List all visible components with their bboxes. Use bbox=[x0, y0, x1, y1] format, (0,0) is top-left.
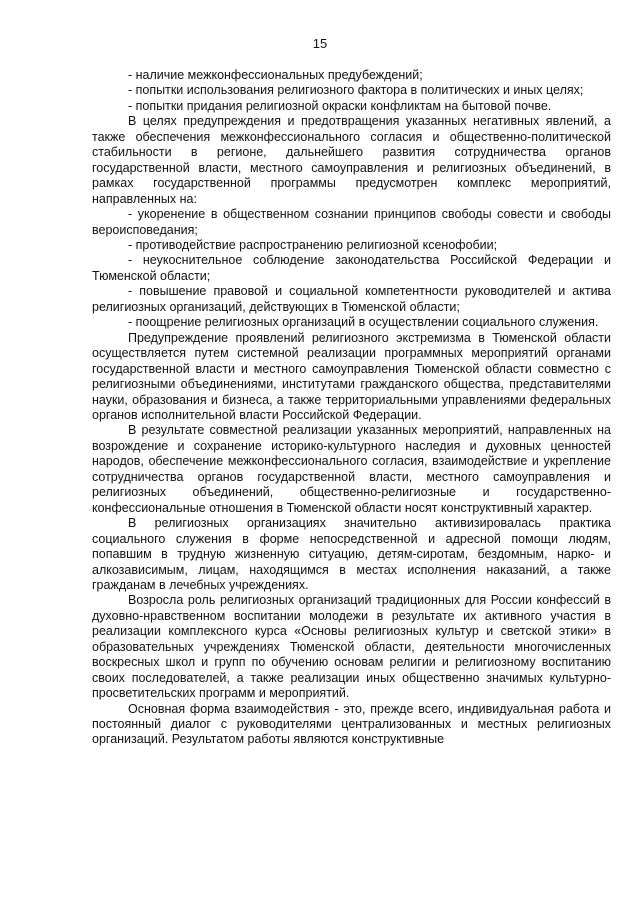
paragraph: В результате совместной реализации указанных мероприятий, направленных на возрождение и сохранение историко-культурного наследия и духовных ценностей народов, обеспечение межконфессионального согласия, взаимодействие и укрепление сотрудничества органов государственной власти, местного самоуправления и религиозных объединений, общественно-религиозные и государственно-конфессиональные отношения в Тюменской области носят конструктивный характер. bbox=[92, 423, 611, 515]
paragraph: - наличие межконфессиональных предубеждений; bbox=[128, 68, 423, 82]
paragraph: Предупреждение проявлений религиозного экстремизма в Тюменской области осуществляется путем системной реализации программных мероприятий органами государственной власти и местного самоуправления Тюменской области совместно с религиозными объединениями, институтами гражданского общества, представителями науки, образования и бизнеса, а также территориальными управлениями федеральных органов исполнительной власти Российской Федерации. bbox=[92, 330, 611, 422]
paragraph: - попытки придания религиозной окраски конфликтам на бытовой почве. bbox=[128, 98, 552, 113]
paragraph: В религиозных организациях значительно активизировалась практика социального служения в форме непосредственной и адресной помощи людям, попавшим в трудную жизненную ситуацию, детям-сиротам, бездомным, нарко- и алкозависимым, лицам, находящимся в местах исполнения наказаний, а также гражданам в лечебных учреждениях. bbox=[92, 516, 611, 592]
paragraph: - поощрение религиозных организаций в осуществлении социального служения. bbox=[128, 315, 599, 330]
paragraph: - попытки использования религиозного фактора в политических и иных целях; bbox=[128, 83, 584, 98]
body-text bbox=[92, 68, 611, 748]
paragraph: Основная форма взаимодействия - это, прежде всего, индивидуальная работа и постоянный диалог с руководителями централизованных и местных религиозных организаций. Результатом работы являются конструктивные bbox=[92, 701, 611, 747]
paragraph: - укоренение в общественном сознании принципов свободы совести и свободы вероисповедания; bbox=[92, 207, 611, 237]
paragraph: - неукоснительное соблюдение законодательства Российской Федерации и Тюменской области; bbox=[92, 253, 611, 283]
paragraph: - противодействие распространению религиозной ксенофобии; bbox=[128, 237, 498, 252]
paragraph: В целях предупреждения и предотвращения указанных негативных явлений, а также обеспечения межконфессионального согласия и общественно-политической стабильности в регионе, дальнейшего развития сотрудничества органов государственной власти, местного самоуправления и религиозных объединений, в рамках государственной программы предусмотрен комплекс мероприятий, направленных на: bbox=[92, 114, 611, 206]
page-number: 15 bbox=[312, 36, 328, 51]
paragraph: Возросла роль религиозных организаций традиционных для России конфессий в духовно-нравственном воспитании молодежи в результате их активного участия в реализации комплексного курса «Основы религиозных культур и светской этики» в образовательных учреждениях Тюменской области, деятельности многочисленных воскресных школ и групп по обучению основам религии и религиозному воспитанию своих последователей, а также реализации иных общественно значимых культурно-просветительских программ и мероприятий. bbox=[92, 593, 611, 701]
paragraph: - повышение правовой и социальной компетентности руководителей и актива религиозных организаций, действующих в Тюменской области; bbox=[92, 284, 611, 314]
